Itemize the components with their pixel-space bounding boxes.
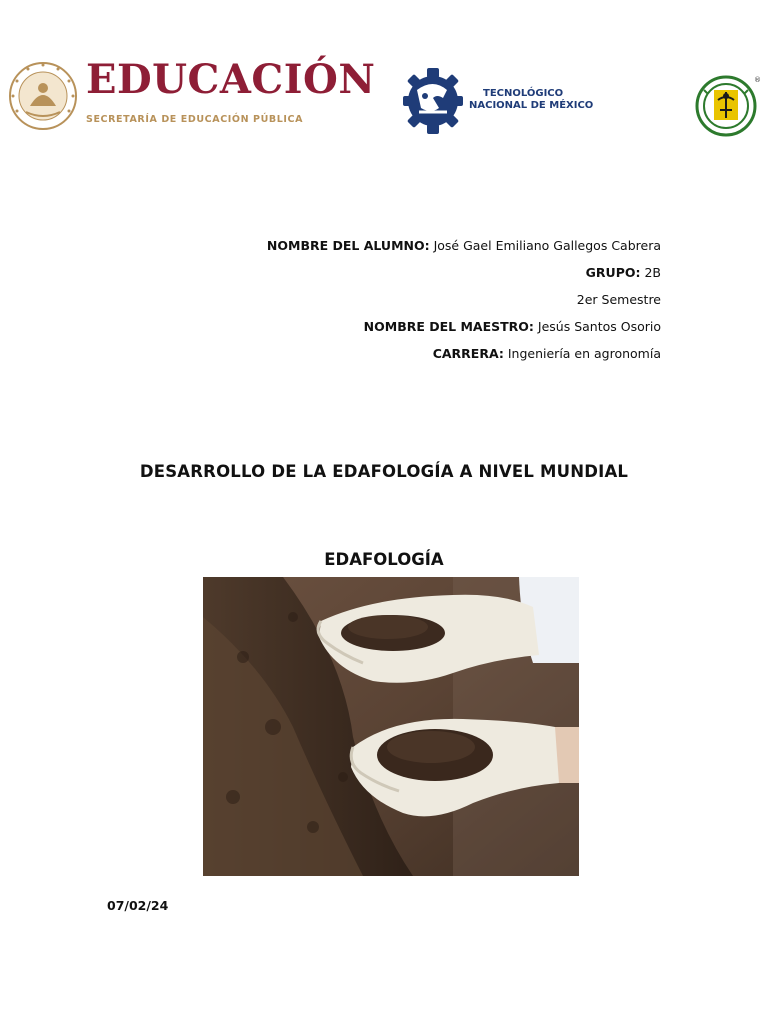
subject-title: EDAFOLOGÍA (324, 550, 444, 569)
career-label: CARRERA: (432, 346, 504, 361)
mexico-seal-icon (8, 54, 78, 138)
group-label: GRUPO: (585, 265, 641, 280)
semester-value: 2er Semestre (576, 292, 661, 307)
student-name-label: NOMBRE DEL ALUMNO: (266, 238, 430, 253)
student-name-line (267, 236, 661, 263)
tecnm-gear-icon (403, 68, 463, 134)
tecnm-line-1: TECNOLÓGICO (483, 88, 564, 99)
sep-title: EDUCACIÓN (86, 56, 376, 103)
tecnm-line-2: NACIONAL DE MÉXICO (469, 100, 594, 111)
tecnm-logo (403, 68, 603, 134)
document-date: 07/02/24 (107, 898, 169, 913)
sep-logo (8, 54, 376, 140)
career-line (267, 344, 661, 371)
group-line (267, 263, 661, 290)
student-name-value: José Gael Emiliano Gallegos Cabrera (433, 238, 661, 253)
school-emblem-icon (694, 74, 762, 138)
soil-in-gloved-hands-photo (203, 577, 579, 876)
document-title: DESARROLLO DE LA EDAFOLOGÍA A NIVEL MUNDIAL (139, 462, 629, 481)
tecnm-name (469, 88, 593, 112)
student-info-block (267, 236, 661, 371)
teacher-value: Jesús Santos Osorio (537, 319, 661, 334)
svg-text:®: ® (754, 76, 761, 84)
teacher-label: NOMBRE DEL MAESTRO: (363, 319, 534, 334)
teacher-line (267, 317, 661, 344)
career-value: Ingeniería en agronomía (507, 346, 661, 361)
sep-subtitle: SECRETARÍA DE EDUCACIÓN PÚBLICA (86, 114, 304, 125)
group-value: 2B (644, 265, 661, 280)
semester-line (267, 290, 661, 317)
